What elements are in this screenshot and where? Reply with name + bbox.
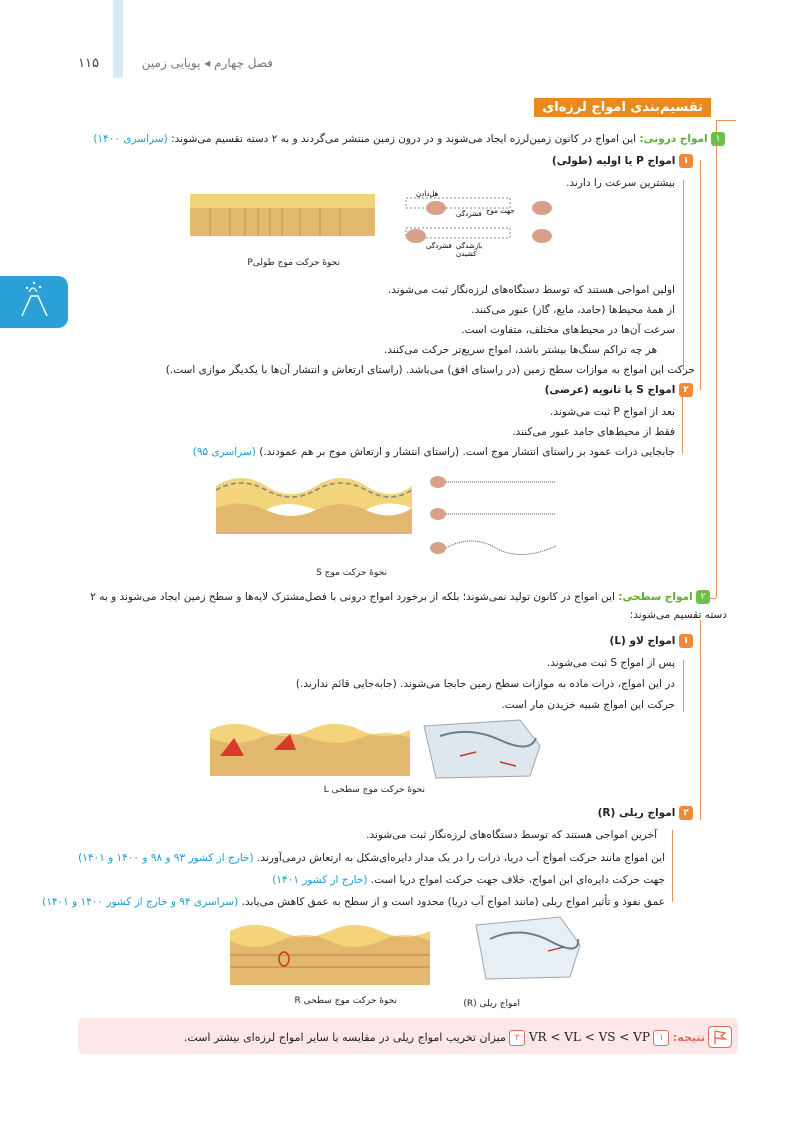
conclusion-label: نتیجه: bbox=[672, 1031, 705, 1044]
rayleigh-item-4-text: عمق نفوذ و تأثیر امواج ریلی (مانند امواج آب دریا) محدود است و از سطح به عمق کاهش می‌یابد. bbox=[241, 896, 665, 908]
p-item-6: حرکت این امواج به موازات سطح زمین (در راستای افق) می‌باشد. (راستای ارتعاش و انتشار آن‌ها با یکدیگر موازی است.) bbox=[165, 364, 695, 376]
spring-label: بازشدگی bbox=[456, 242, 483, 250]
rayleigh-item-1-text: آخرین امواجی هستند که توسط دستگاه‌های لرزه‌نگار ثبت می‌شوند. bbox=[366, 829, 657, 841]
source-ref: (سراسری ۹۴ و خارج از کشور ۱۴۰۰ و ۱۴۰۱) bbox=[42, 896, 242, 908]
conclusion-text: میزان تخریب امواج ریلی در مقایسه با سایر امواج لرزه‌ای بیشتر است. bbox=[183, 1031, 506, 1044]
p-item-3: از همهٔ محیط‌ها (جامد، مایع، گاز) عبور می‌کنند. bbox=[471, 304, 675, 316]
tree-line bbox=[716, 120, 717, 598]
love-item-2: در این امواج، ذرات ماده به موازات سطح زمین جابجا می‌شوند. (جابه‌جایی قائم ندارند.) bbox=[295, 678, 675, 690]
tree-line bbox=[700, 620, 701, 820]
love-wave-caption: نحوهٔ حرکت موج سطحی L bbox=[323, 785, 425, 795]
tree-line bbox=[682, 396, 683, 454]
header-strip bbox=[113, 0, 123, 78]
s-item-2: فقط از محیط‌های جامد عبور می‌کنند. bbox=[512, 426, 675, 438]
s-item-3-text: جابجایی ذرات عمود بر راستای انتشار موج است. (راستای انتشار و ارتعاش موج بر هم عمودند.) bbox=[259, 446, 675, 458]
tree-line bbox=[683, 660, 684, 712]
love-wave-title-text: امواج لاو (L) bbox=[609, 635, 676, 647]
s-item-1: بعد از امواج P ثبت می‌شوند. bbox=[550, 406, 675, 418]
page-number: ۱۱۵ bbox=[78, 56, 99, 71]
badge: ۱ bbox=[711, 132, 725, 146]
p-item-1: بیشترین سرعت را دارند. bbox=[566, 177, 675, 189]
badge: ۱ bbox=[679, 634, 693, 648]
s-wave-title bbox=[545, 383, 693, 397]
p-wave-title-text: امواج P یا اولیه (طولی) bbox=[551, 155, 676, 167]
badge: ۲ bbox=[696, 590, 710, 604]
p-item-4: سرعت آن‌ها در محیط‌های مختلف، متفاوت است. bbox=[461, 324, 675, 336]
chapter-title: فصل چهارم ◂ پویایی زمین bbox=[141, 56, 273, 70]
rayleigh-wave-caption: نحوهٔ حرکت موج سطحی R bbox=[294, 996, 397, 1006]
tree-line bbox=[672, 830, 673, 902]
spring-label: جهت موج bbox=[486, 207, 515, 215]
spring-label: کشیدن bbox=[456, 250, 477, 258]
section-title: تقسیم‌بندی امواج لرزه‌ای bbox=[534, 98, 711, 117]
rayleigh-wave-title-text: امواج ریلی (R) bbox=[597, 807, 676, 819]
s-wave-title-text: امواج S یا ثانویه (عرضی) bbox=[544, 384, 676, 396]
s-item-3 bbox=[193, 445, 675, 460]
p-wave-title bbox=[552, 154, 693, 168]
source-ref: (سراسری ۹۵) bbox=[192, 446, 260, 458]
source-ref: (خارج از کشور ۹۳ و ۹۸ و ۱۴۰۰ و ۱۴۰۱) bbox=[78, 852, 257, 864]
volcano-icon bbox=[0, 276, 68, 328]
p-wave-figure bbox=[190, 188, 562, 258]
rayleigh-item-2-text: این امواج مانند حرکت امواج آب دریا، ذرات را در یک مدار دایره‌ای‌شکل به ارتعاش درمی‌آورند. bbox=[256, 852, 665, 864]
surface-waves-text: این امواج در کانون تولید نمی‌شوند؛ بلکه از برخورد امواج درونی با فصل‌مشترک لایه‌ها و سطح زمین ایجاد می‌شوند و به ۲ bbox=[90, 591, 619, 603]
badge: ۲ bbox=[509, 1030, 525, 1046]
source-ref: (سراسری ۱۴۰۰) bbox=[93, 133, 172, 145]
body-waves-heading bbox=[93, 132, 725, 147]
conclusion-line bbox=[184, 1030, 705, 1046]
rayleigh-item-2 bbox=[78, 851, 665, 866]
tree-line bbox=[710, 598, 716, 599]
rayleigh-item-1 bbox=[366, 828, 657, 843]
badge: ۱ bbox=[653, 1030, 669, 1046]
body-waves-text: این امواج در کانون زمین‌لرزه ایجاد می‌شوند و در درون زمین منتشر می‌گردند و به ۲ دسته تقسیم می‌شوند: bbox=[171, 133, 640, 145]
rayleigh-item-4 bbox=[42, 895, 665, 910]
flag-icon bbox=[708, 1026, 732, 1048]
badge: ۱ bbox=[679, 154, 693, 168]
rayleigh-item-3-text: جهت حرکت دایره‌ای این امواج، خلاف جهت حرکت امواج دریا است. bbox=[370, 874, 665, 886]
chapter-tab bbox=[0, 276, 68, 328]
spring-label: فشردگی bbox=[426, 242, 452, 250]
surface-waves-label: امواج سطحی: bbox=[618, 591, 693, 603]
spring-label: فشردگی bbox=[456, 210, 482, 218]
tree-line bbox=[683, 180, 684, 370]
surface-waves-text2: دسته تقسیم می‌شوند: bbox=[629, 609, 727, 621]
p-item-2: اولین امواجی هستند که توسط دستگاه‌های لرزه‌نگار ثبت می‌شوند. bbox=[387, 284, 675, 296]
p-wave-caption: نحوهٔ حرکت موج طولیP bbox=[247, 258, 340, 268]
s-wave-caption: نحوهٔ حرکت موج S bbox=[316, 568, 387, 578]
rayleigh-wave-title bbox=[598, 806, 693, 820]
body-waves-label: امواج درونی: bbox=[639, 133, 708, 145]
rayleigh-figure-caption-2: امواج ریلی (R) bbox=[463, 999, 520, 1009]
surface-waves-heading bbox=[90, 590, 710, 605]
source-ref: (خارج از کشور ۱۴۰۱) bbox=[272, 874, 371, 886]
p-item-5: هر چه تراکم سنگ‌ها بیشتر باشد، امواج سریع‌تر حرکت می‌کنند. bbox=[383, 344, 657, 356]
love-wave-figure bbox=[210, 716, 550, 782]
rayleigh-wave-figure bbox=[230, 915, 590, 995]
tree-line bbox=[716, 120, 736, 121]
s-wave-figure bbox=[216, 470, 576, 562]
badge: ۲ bbox=[679, 383, 693, 397]
velocity-formula: VR < VL < VS < VP bbox=[528, 1030, 650, 1044]
love-item-1: پس از امواج S ثبت می‌شوند. bbox=[546, 657, 675, 669]
spring-label: هل‌دادن bbox=[416, 190, 439, 198]
love-item-3: حرکت این امواج شبیه خزیدن مار است. bbox=[501, 699, 675, 711]
love-wave-title bbox=[610, 634, 693, 648]
badge: ۲ bbox=[679, 806, 693, 820]
rayleigh-item-3 bbox=[272, 873, 665, 888]
tree-line bbox=[700, 160, 701, 390]
